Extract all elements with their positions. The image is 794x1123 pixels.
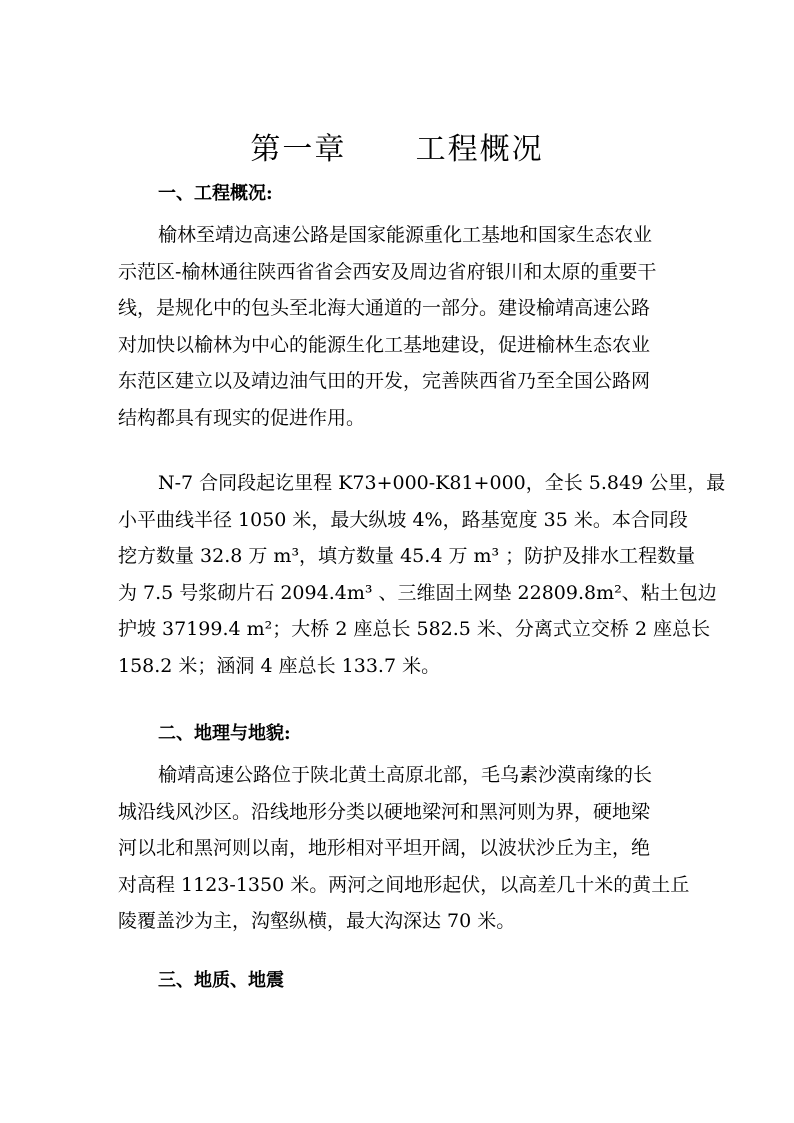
paragraph-line: 线，是规化中的包头至北海大通道的一部分。建设榆靖高速公路 (118, 297, 651, 319)
paragraph-line: 小平曲线半径 1050 米，最大纵坡 4%，路基宽度 35 米。本合同段 (118, 508, 688, 531)
section-heading-1: 一、工程概况: (158, 183, 273, 204)
paragraph-line: 对加快以榆林为中心的能源生化工基地建设，促进榆林生态农业 (118, 333, 651, 356)
paragraph-line: 结构都具有现实的促进作用。 (118, 406, 366, 429)
paragraph-line: N-7 合同段起讫里程 K73+000-K81+000，全长 5.849 公里，最 (158, 472, 726, 494)
paragraph-contract-section (118, 465, 726, 684)
paragraph-line: 城沿线风沙区。沿线地形分类以硬地梁河和黑河则为界，硬地梁 (118, 800, 651, 823)
paragraph-line: 陵覆盖沙为主，沟壑纵横，最大沟深达 70 米。 (118, 910, 516, 932)
paragraph-line: 对高程 1123-1350 米。两河之间地形起伏，以高差几十米的黄土丘 (118, 873, 690, 896)
paragraph-project-overview (118, 217, 678, 436)
paragraph-geography (118, 757, 690, 940)
chapter-title: 第一章 工程概况 (250, 132, 544, 167)
section-heading-3: 三、地质、地震 (158, 970, 284, 991)
paragraph-line: 榆林至靖边高速公路是国家能源重化工基地和国家生态农业 (158, 224, 653, 246)
paragraph-line: 示范区-榆林通往陕西省省会西安及周边省府银川和太原的重要干 (118, 260, 657, 283)
paragraph-line: 东范区建立以及靖边油气田的开发，完善陕西省乃至全国公路网 (118, 370, 651, 392)
paragraph-line: 河以北和黑河则以南，地形相对平坦开阔，以波状沙丘为主，绝 (118, 837, 651, 859)
paragraph-line: 榆靖高速公路位于陕北黄土高原北部，毛乌素沙漠南缘的长 (158, 764, 653, 786)
paragraph-line: 为 7.5 号浆砌片石 2094.4m³ 、三维固土网垫 22809.8m²、粘土包边 (118, 581, 717, 604)
paragraph-line: 挖方数量 32.8 万 m³，填方数量 45.4 万 m³ ；防护及排水工程数量 (118, 545, 696, 567)
paragraph-line: 158.2 米；涵洞 4 座总长 133.7 米。 (118, 654, 441, 677)
paragraph-line: 护坡 37199.4 m²；大桥 2 座总长 582.5 米、分离式立交桥 2 座总长 (118, 618, 711, 640)
section-heading-2: 二、地理与地貌: (158, 723, 291, 744)
